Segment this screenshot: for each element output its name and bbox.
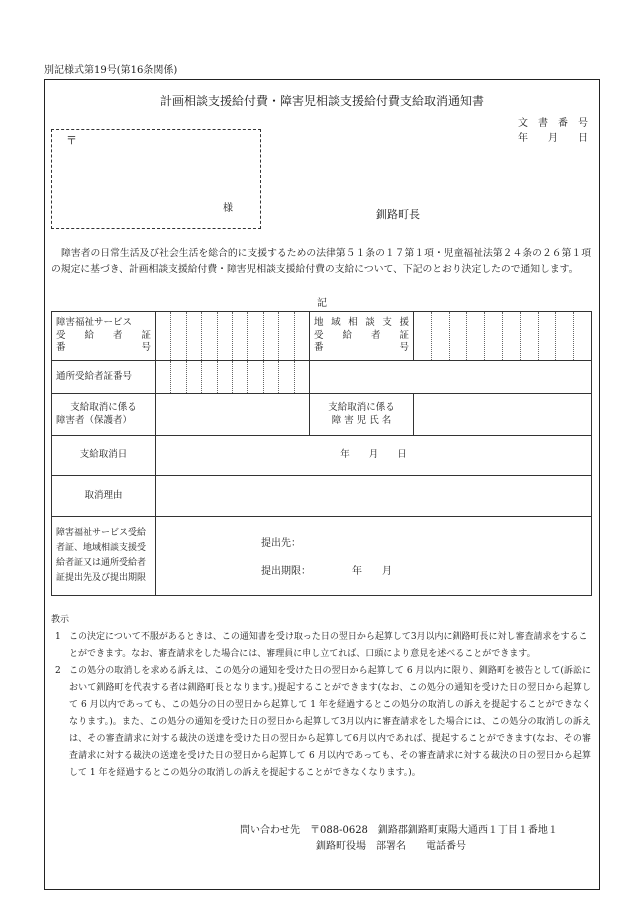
community-cert-label-2: 受 給 者 証 [314, 329, 409, 341]
service-cert-label-2: 受 給 者 証 [56, 329, 151, 341]
person-name-field[interactable] [156, 394, 310, 436]
person-label-1: 支給取消に係る [70, 402, 137, 414]
document-title: 計画相談支援給付費・障害児相談支援給付費支給取消通知書 [159, 94, 484, 108]
instruction-number: 2 [55, 666, 61, 676]
instruction-number: 1 [55, 632, 61, 642]
notice-body: 障害者の日常生活及び社会生活を総合的に支援するための法律第５１条の１７第１項・児童福祉法第２４条の２６第１項の規定に基づき、計画相談支援給付費・障害児相談支援給付費の支給について、下記のとおり決定したので通知します。 [51, 248, 591, 275]
person-label-2: 障害者（保護者） [56, 414, 133, 426]
instruction-text: この処分の取消しを求める訴えは、この処分の通知を受けた日の翌日から起算して 6 月以内に限り、釧路町を被告として(訴訟において釧路町を代表する者は釧路町長となります。)提起することができます(なお、この処分の通知を受けた日の翌日から起算して 6 月以内であっても、この処分の日の翌日から起算して 1 年を経過するとこの処分の取消しの訴えを提起することができなくなります。)。また、この処分の通知を受けた日の翌日から起算して3月以内に審査請求をした場合には、この処分の取消しの訴えは、その審査請求に対する裁決の送達を受けた日の翌日から起算して6月以内であれば、提起することができます(なお、その審査請求に対する裁決の送達を受けた日の翌日から起算して 6 月以内であっても、その審査請求に対する裁決の日の翌日から起算して 1 年を経過するとこの処分の取消しの訴えを提起することができなくなります。)。 [69, 666, 591, 778]
form-label: 別記様式第19号(第16条関係) [44, 65, 178, 76]
contact-line-1: 問い合わせ先 〒088-0628 釧路郡釧路町東陽大通西１丁目１番地１ [240, 825, 558, 836]
recipient-suffix: 様 [223, 203, 233, 214]
service-cert-label-1: 障害福祉サービス [56, 317, 133, 329]
child-label-1: 支給取消に係る [328, 402, 395, 414]
submission-field[interactable] [156, 517, 592, 596]
service-cert-label-cell [52, 312, 156, 361]
postal-mark: 〒 [66, 134, 77, 147]
community-cert-label-1: 地域相談支援 [314, 317, 409, 329]
reason-field[interactable] [156, 476, 592, 517]
submit-to-label: 提出先： [261, 538, 301, 549]
instruction-item [51, 663, 591, 782]
cancel-date-label: 支給取消日 [52, 436, 156, 476]
submission-label: 障害福祉サービス受給者証、地域相談支援受給者証又は通所受給者証提出先及び提出期限 [52, 517, 156, 596]
deadline-label: 提出期限： [261, 566, 311, 577]
document-number-label: 文 書 番 号 [518, 118, 588, 129]
contact-line-2: 釧路町役場 部署名 電話番号 [316, 841, 466, 852]
instructions [51, 612, 591, 782]
issuer-name: 釧路町長 [376, 208, 420, 221]
community-cert-number-field[interactable] [414, 312, 592, 361]
service-cert-number-field[interactable] [156, 312, 310, 361]
daycare-cert-blank [310, 361, 592, 394]
instructions-heading: 教示 [51, 615, 70, 625]
service-cert-label-3: 番 号 [56, 342, 151, 354]
instruction-text: この決定について不服があるときは、この通知書を受け取った日の翌日から起算して3月以内に釧路町長に対し審査請求をすることができます。なお、審査請求をした場合には、審理員に申し立てれば、口頭により意見を述べることができます。 [69, 632, 588, 659]
deadline-value: 年 月 [352, 566, 392, 577]
child-label-cell [310, 394, 414, 436]
ki-marker: 記 [317, 298, 327, 309]
child-label-2: 障 害 児 氏 名 [331, 414, 392, 426]
child-name-field[interactable] [414, 394, 592, 436]
instruction-item [51, 629, 591, 663]
person-label-cell [52, 394, 156, 436]
daycare-cert-number-field[interactable] [156, 361, 310, 394]
date-label: 年 月 日 [518, 133, 588, 144]
community-cert-label-3: 番 号 [314, 342, 409, 354]
daycare-cert-label: 通所受給者証番号 [52, 361, 156, 394]
community-cert-label-cell [310, 312, 414, 361]
notice-table [51, 311, 592, 596]
reason-label: 取消理由 [52, 476, 156, 517]
cancel-date-field[interactable]: 年 月 日 [156, 436, 592, 476]
